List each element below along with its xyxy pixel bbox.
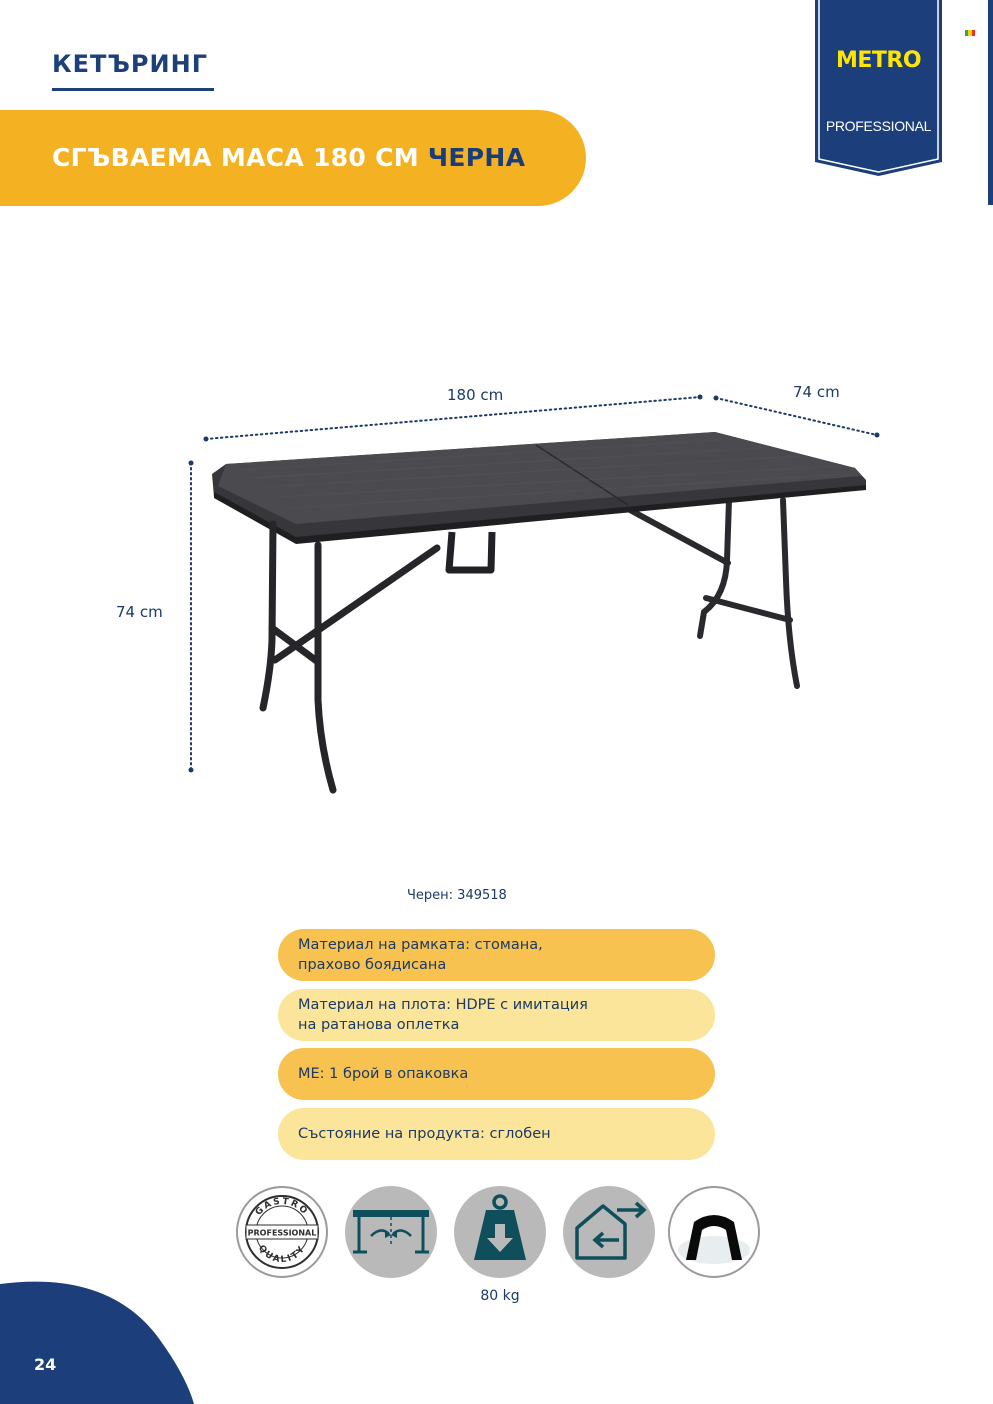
seal-bottom-text: QUALITY <box>255 1243 309 1266</box>
article-number: Черен: 349518 <box>407 888 507 903</box>
folding-table-icon <box>345 1186 437 1278</box>
product-title-color: ЧЕРНА <box>427 143 526 172</box>
folding-table-image <box>180 380 900 810</box>
house-arrow-glyph <box>563 1186 655 1278</box>
product-title <box>52 143 525 172</box>
page-corner-shape <box>0 1280 196 1404</box>
section-title: КЕТЪРИНГ <box>52 50 208 78</box>
spec-condition-text: Състояние на продукта: сглобен <box>298 1126 551 1142</box>
spec-condition <box>278 1108 715 1160</box>
carry-handle-photo <box>670 1188 758 1276</box>
spec-frame-material <box>278 929 715 981</box>
spec-package-unit <box>278 1048 715 1100</box>
spec-line: на ратанова оплетка <box>298 1017 460 1033</box>
edge-strip <box>988 0 993 205</box>
metro-logo-badge <box>815 0 942 178</box>
weight-glyph <box>454 1186 546 1278</box>
metro-logo-text: METRO <box>835 48 922 73</box>
seal-middle-text: PROFESSIONAL <box>247 1228 317 1238</box>
folding-table-glyph <box>345 1186 437 1278</box>
carry-handle-icon <box>668 1186 760 1278</box>
page-number: 24 <box>34 1355 57 1374</box>
spec-line: прахово боядисана <box>298 957 447 973</box>
section-underline <box>52 88 214 91</box>
gastro-quality-seal <box>238 1188 326 1276</box>
svg-text:GASTRO <box>254 1197 310 1218</box>
spec-frame-material-text <box>298 935 543 975</box>
spec-top-material <box>278 989 715 1041</box>
flag-icon <box>965 30 975 36</box>
metro-logo-subtitle: PROFESSIONAL <box>825 118 932 134</box>
height-label: 74 cm <box>116 603 163 621</box>
product-title-main: СГЪВАЕМА МАСА 180 СМ <box>52 143 428 172</box>
indoor-outdoor-icon <box>563 1186 655 1278</box>
depth-label: 74 cm <box>793 383 840 401</box>
length-label: 180 cm <box>447 386 504 404</box>
seal-top-text: GASTRO <box>253 1196 311 1218</box>
spec-package-unit-text: МЕ: 1 брой в опаковка <box>298 1066 469 1082</box>
weight-capacity-icon <box>454 1186 546 1278</box>
spec-line: Материал на плота: HDPE с имитация <box>298 997 588 1013</box>
weight-capacity-label: 80 kg <box>480 1288 520 1304</box>
spec-line: Материал на рамката: стомана, <box>298 937 543 953</box>
spec-top-material-text <box>298 995 588 1035</box>
gastro-quality-icon <box>236 1186 328 1278</box>
